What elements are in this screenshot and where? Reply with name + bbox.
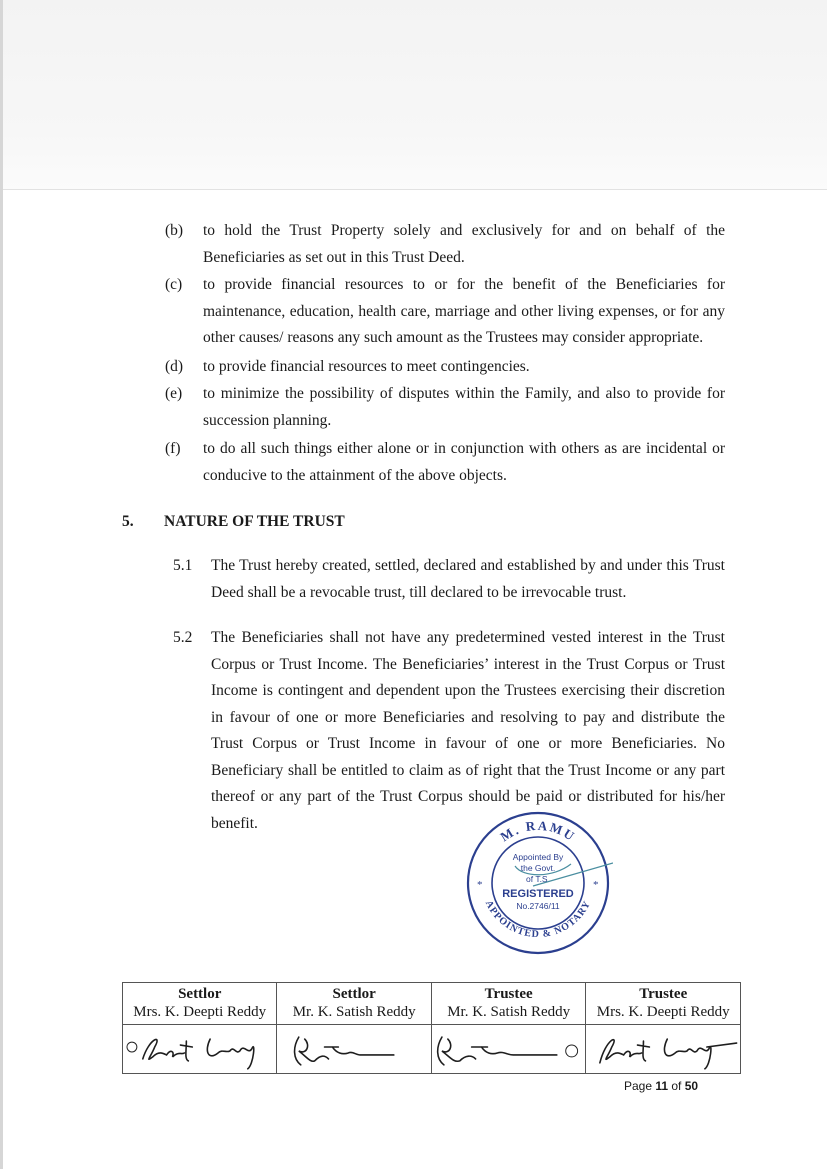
scan-divider xyxy=(0,189,827,190)
page-separator: of xyxy=(668,1079,685,1093)
page-prefix: Page xyxy=(624,1079,656,1093)
signatory-name: Mrs. K. Deepti Reddy xyxy=(133,1004,267,1020)
object-text: to minimize the possibility of disputes within the Family, and also to provide for succession planning. xyxy=(203,385,725,429)
signatory-name: Mrs. K. Deepti Reddy xyxy=(596,1004,730,1020)
object-item-c xyxy=(165,272,725,352)
signatory-cell xyxy=(431,983,586,1025)
signatory-cell xyxy=(123,983,277,1025)
clause-5-1 xyxy=(173,553,725,606)
signature-cell xyxy=(431,1025,586,1074)
signature-deepti xyxy=(123,1025,276,1073)
object-label: (e) xyxy=(165,385,183,402)
signatory-name: Mr. K. Satish Reddy xyxy=(292,1004,416,1020)
section-number: 5. xyxy=(122,513,134,530)
stamp-reg-no: No.2746/11 xyxy=(516,901,560,911)
object-item-b xyxy=(165,218,725,271)
clause-number: 5.1 xyxy=(173,557,193,574)
object-item-f xyxy=(165,436,725,489)
object-label: (c) xyxy=(165,276,183,293)
signatory-cell xyxy=(586,983,741,1025)
current-page: 11 xyxy=(655,1079,669,1093)
stamp-line-3: of T.S. xyxy=(526,874,550,884)
object-text: to provide financial resources to or for the benefit of the Beneficiaries for maintenance, education, health care, marriage and other living expenses, or for any other causes/ reasons any such amount as the Trustees may consider appropriate. xyxy=(203,276,725,346)
total-pages: 50 xyxy=(684,1079,699,1093)
object-text: to hold the Trust Property solely and exclusively for and on behalf of the Beneficiaries as set out in this Trust Deed. xyxy=(203,222,725,266)
object-label: (b) xyxy=(165,222,184,239)
signature-satish-trustee xyxy=(432,1025,586,1073)
signatory-cell xyxy=(277,983,431,1025)
notary-stamp xyxy=(463,808,613,958)
stamp-top-text: M. RAMU xyxy=(497,817,579,845)
stamp-star-icon: * xyxy=(477,879,483,891)
clause-text: The Beneficiaries shall not have any predetermined vested interest in the Trust Corpus or Trust Income. The Beneficiaries’ interest in the Trust Corpus or Trust Income is contingent and dependent upon the Trustees exercising their discretion in favour of one or more Beneficiaries and resolving to pay and distribute the Trust Corpus or Trust Income in favour of one or more Beneficiaries. No Beneficiary shall be entitled to claim as of right that the Trust Income or any part thereof or any part of the Trust Corpus should be paid or distributed for his/her benefit. xyxy=(211,629,725,832)
signatory-role: Settlor xyxy=(178,986,222,1002)
signatory-role: Settlor xyxy=(332,986,376,1002)
signature-cell xyxy=(123,1025,277,1074)
clause-number: 5.2 xyxy=(173,629,193,646)
object-label: (d) xyxy=(165,358,184,375)
stamp-star-icon: * xyxy=(593,879,599,891)
stamp-line-2: the Govt. xyxy=(520,863,556,873)
page-edge xyxy=(0,0,3,1169)
stamp-bottom-text: APPOINTED & NOTARY xyxy=(482,898,594,941)
signature-cell xyxy=(277,1025,431,1074)
object-item-e xyxy=(165,381,725,434)
signatory-role: Trustee xyxy=(639,986,688,1002)
clause-text: The Trust hereby created, settled, declared and established by and under this Trust Deed shall be a revocable trust, till declared to be irrevocable trust. xyxy=(211,557,725,601)
clause-5-2 xyxy=(173,625,725,837)
object-label: (f) xyxy=(165,440,181,457)
signature-cell xyxy=(586,1025,741,1074)
signature-deepti-trustee xyxy=(586,1025,740,1073)
signatory-name: Mr. K. Satish Reddy xyxy=(447,1004,571,1020)
signatory-role: Trustee xyxy=(484,986,533,1002)
object-text: to do all such things either alone or in conjunction with others as are incidental or conducive to the attainment of the above objects. xyxy=(203,440,725,484)
signature-satish xyxy=(277,1025,430,1073)
object-item-d xyxy=(165,354,725,381)
signature-table xyxy=(122,982,741,1074)
page-number xyxy=(624,1079,698,1093)
object-text: to provide financial resources to meet contingencies. xyxy=(203,358,530,375)
section-title: NATURE OF THE TRUST xyxy=(164,513,345,530)
scanned-header-area xyxy=(0,0,827,190)
stamp-line-1: Appointed By xyxy=(512,852,564,862)
stamp-registered: REGISTERED xyxy=(502,888,574,900)
section-heading xyxy=(122,511,345,533)
